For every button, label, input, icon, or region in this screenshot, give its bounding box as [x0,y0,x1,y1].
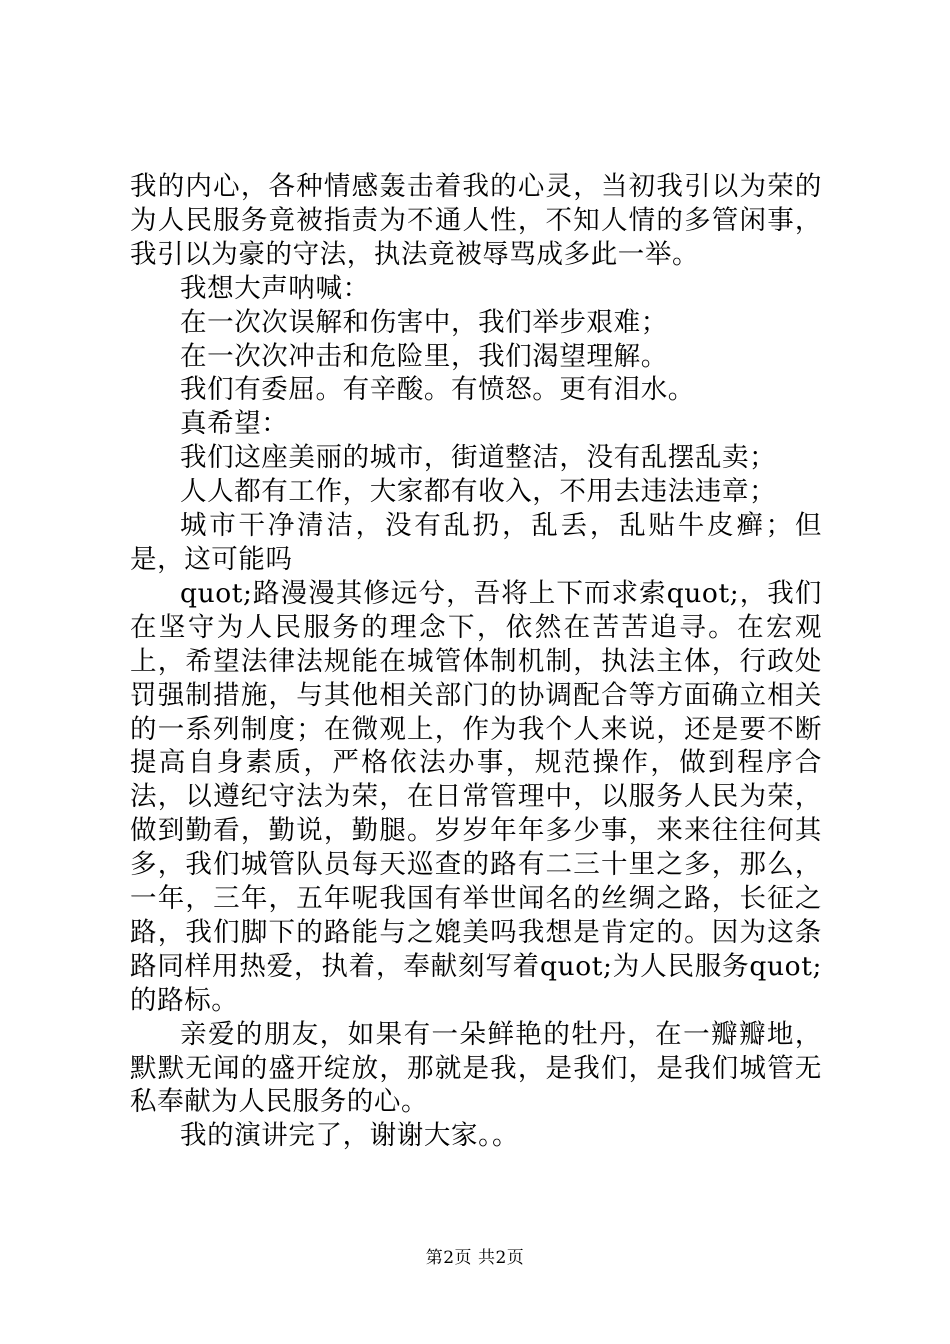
page-number-footer: 第2页 共2页 [425,1248,525,1268]
paragraph-shout-intro: 我想大声呐喊： [180,272,370,304]
document-body [130,170,822,1153]
paragraph-line: 人人都有工作，大家都有收入，不用去违法违章； [180,476,777,508]
paragraph-line: 在一次次误解和伤害中，我们举步艰难； [180,306,668,338]
paragraph-main: quot;路漫漫其修远兮，吾将上下而求索quot;，我们在坚守为人民服务的理念下，依然在苦苦追寻。在宏观上，希望法律法规能在城管体制机制，执法主体，行政处罚强制措施，与其他相关部门的协调配合等方面确立相关的一系列制度；在微观上，作为我个人来说，还是要不断提高自身素质，严格依法办事，规范操作，做到程序合法，以遵纪守法为荣，在日常管理中，以服务人民为荣，做到勤看，勤说，勤腿。岁岁年年多少事，来来往往何其多，我们城管队员每天巡查的路有二三十里之多，那么，一年，三年，五年呢我国有举世闻名的丝绸之路，长征之路，我们脚下的路能与之媲美吗我想是肯定的。因为这条路同样用热爱，执着，奉献刻写着quot;为人民服务quot;的路标。 [130,577,822,1016]
paragraph-continued: 我的内心，各种情感轰击着我的心灵，当初我引以为荣的为人民服务竟被指责为不通人性，不知人情的多管闲事，我引以为豪的守法，执法竟被辱骂成多此一举。 [130,171,822,270]
paragraph-line: 我们这座美丽的城市，街道整洁，没有乱摆乱卖； [180,442,777,474]
paragraph-line: 在一次次冲击和危险里，我们渴望理解。 [180,340,668,372]
paragraph-hope-intro: 真希望： [180,408,289,440]
paragraph-line: 城市干净清洁，没有乱扔，乱丢，乱贴牛皮癣；但是，这可能吗 [130,510,822,575]
paragraph-line: 我们有委屈。有辛酸。有愤怒。更有泪水。 [180,374,695,406]
paragraph-thanks: 我的演讲完了，谢谢大家。。 [180,1120,520,1152]
paragraph-closing: 亲爱的朋友，如果有一朵鲜艳的牡丹，在一瓣瓣地，默默无闻的盛开绽放，那就是我，是我们，是我们城管无私奉献为人民服务的心。 [130,1018,822,1118]
